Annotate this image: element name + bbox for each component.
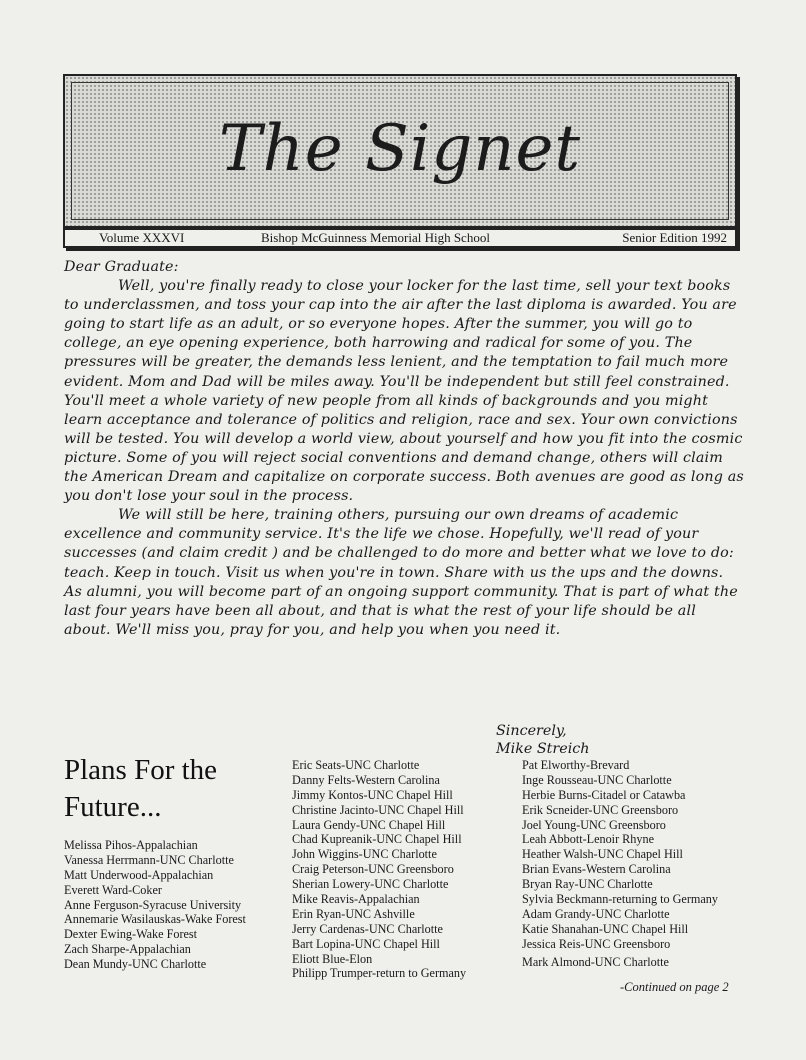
list-item: Herbie Burns-Citadel or Catawba (522, 787, 686, 802)
list-item: Sylvia Beckmann-returning to Germany (522, 892, 718, 907)
list-item: Philipp Trumper-return to Germany (292, 966, 467, 981)
list-item: Melissa Pihos-Appalachian (64, 838, 198, 852)
plans-heading-line-1: Plans For the (64, 754, 218, 786)
list-item: Matt Underwood-Appalachian (64, 867, 214, 882)
letter-paragraph-1: Well, you're finally ready to close your locker for the last time, sell your text books to underclassmen, and toss your cap into the air after the last diploma is awarded. You are going to start life as an adult, or so everyone hopes. After the summer, you will go to college, an eye opening experience, both harrowing and radical for some of you. The pressures will be greater, the demands less lenient, and the temptation to fail much more evident. Mom and Dad will be miles away. You'll be independent but still feel constrained. You'll meet a whole variety of new people from all kinds of backgrounds and you might learn acceptance and tolerance of politics and religion, race and sex. Your own convictions will be tested. You will develop a world view, about yourself and how you fit into the cosmic picture. Some of you will reject social conventions and demand change, others will claim the American Dream and capitalize on corporate success. Both avenues are good as long as you don't lose your soul in the process. (64, 278, 744, 505)
list-item: Brian Evans-Western Carolina (522, 862, 671, 877)
plans-column-3 (522, 758, 718, 969)
continued-note: -Continued on page 2 (620, 980, 729, 994)
list-item: Adam Grandy-UNC Charlotte (522, 906, 670, 921)
edition-label: Senior Edition 1992 (622, 230, 727, 245)
letter-closing: Sincerely, (496, 723, 567, 739)
list-item: Jessica Reis-UNC Greensboro (522, 936, 671, 951)
list-item: Vanessa Herrmann-UNC Charlotte (64, 852, 234, 867)
list-item: Jerry Cardenas-UNC Charlotte (292, 921, 443, 936)
masthead (63, 74, 737, 246)
title-banner (63, 74, 737, 228)
list-item: Craig Peterson-UNC Greensboro (292, 862, 454, 877)
newsletter-title: The Signet (218, 112, 582, 186)
list-item: Sherian Lowery-UNC Charlotte (292, 877, 449, 892)
list-item: Danny Felts-Western Carolina (292, 772, 440, 787)
list-item: Bryan Ray-UNC Charlotte (522, 877, 653, 892)
letter-signature (496, 722, 590, 758)
list-item: Laura Gendy-UNC Chapel Hill (292, 817, 446, 832)
list-item: Inge Rousseau-UNC Charlotte (522, 772, 672, 787)
list-item: Zach Sharpe-Appalachian (64, 942, 191, 957)
letter-salutation: Dear Graduate: (64, 259, 179, 275)
list-item: Eliott Blue-Elon (292, 951, 373, 966)
list-item: Eric Seats-UNC Charlotte (292, 758, 420, 772)
graduate-letter (64, 258, 744, 640)
list-item: Annemarie Wasilauskas-Wake Forest (64, 912, 246, 927)
letter-signer: Mike Streich (496, 741, 590, 757)
school-name: Bishop McGuinness Memorial High School (261, 230, 490, 245)
list-item: Joel Young-UNC Greensboro (522, 817, 666, 832)
list-item: Mike Reavis-Appalachian (292, 892, 420, 907)
list-item: Mark Almond-UNC Charlotte (522, 954, 669, 969)
letter-paragraph-2: We will still be here, training others, pursuing our own dreams of academic excellence and community service. It's the life we chose. Hopefully, we'll read of your successes (and claim credit ) and be challenged to do more and better what we love to do: teach. Keep in touch. Visit us when you're in town. Share with us the ups and the downs. As alumni, you will become part of an ongoing support community. That is part of what the last four years have been all about, and that is what the rest of your life should be all about. We'll miss you, pray for you, and help you when you need it. (64, 507, 738, 638)
volume-label: Volume XXXVI (99, 230, 185, 245)
list-item: Heather Walsh-UNC Chapel Hill (522, 847, 683, 862)
list-item: Chad Kupreanik-UNC Chapel Hill (292, 832, 462, 847)
list-item: Leah Abbott-Lenoir Rhyne (522, 832, 654, 847)
list-item: Erik Scneider-UNC Greensboro (522, 802, 679, 817)
plans-heading (64, 752, 264, 826)
list-item: Dean Mundy-UNC Charlotte (64, 957, 207, 972)
plans-column-1 (64, 838, 246, 972)
list-item: Anne Ferguson-Syracuse University (64, 897, 242, 912)
list-item: Katie Shanahan-UNC Chapel Hill (522, 921, 689, 936)
plans-column-2 (292, 758, 466, 981)
list-item: Erin Ryan-UNC Ashville (292, 906, 415, 921)
list-item: Jimmy Kontos-UNC Chapel Hill (292, 787, 453, 802)
list-item: Everett Ward-Coker (64, 882, 162, 897)
list-item: Dexter Ewing-Wake Forest (64, 927, 198, 942)
list-item: Bart Lopina-UNC Chapel Hill (292, 936, 440, 951)
issue-info-bar (63, 228, 737, 248)
list-item: Pat Elworthy-Brevard (522, 758, 630, 772)
plans-heading-line-2: Future... (64, 791, 162, 823)
list-item: John Wiggins-UNC Charlotte (292, 847, 437, 862)
list-item: Christine Jacinto-UNC Chapel Hill (292, 802, 464, 817)
